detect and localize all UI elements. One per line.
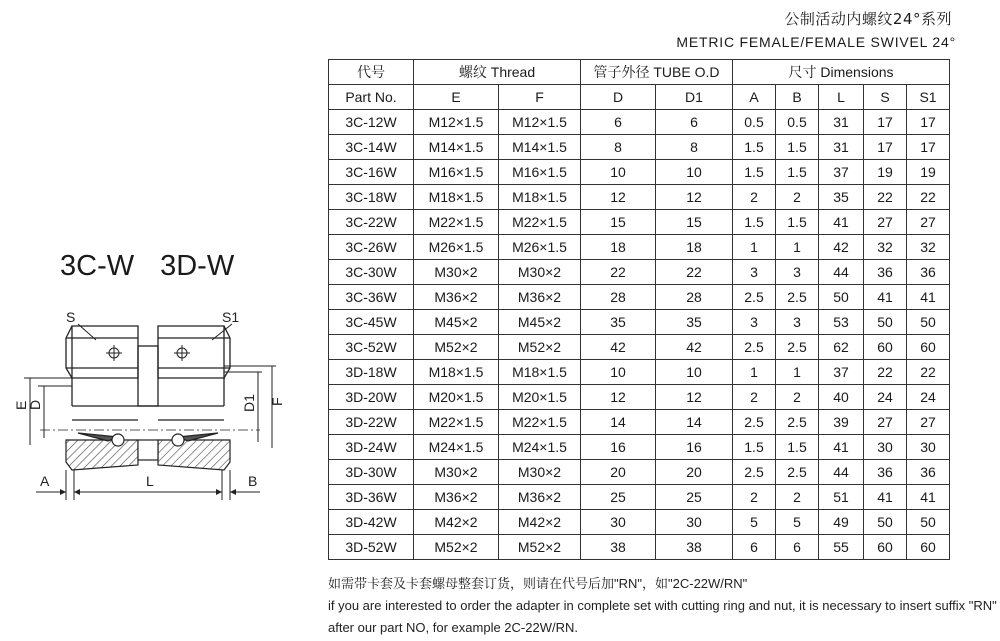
table-cell: M30×2 bbox=[414, 260, 499, 285]
table-row bbox=[329, 485, 950, 510]
table-cell: 62 bbox=[819, 335, 864, 360]
table-cell: 41 bbox=[864, 485, 907, 510]
table-cell: 42 bbox=[656, 335, 733, 360]
table-cell: 49 bbox=[819, 510, 864, 535]
table-cell: 30 bbox=[581, 510, 656, 535]
table-cell: 22 bbox=[864, 360, 907, 385]
table-cell: 32 bbox=[907, 235, 950, 260]
column-header: B bbox=[776, 85, 819, 110]
dim-label-d: D bbox=[27, 399, 43, 410]
table-cell: 28 bbox=[656, 285, 733, 310]
table-cell: 0.5 bbox=[776, 110, 819, 135]
fitting-drawing bbox=[0, 290, 300, 510]
table-cell: 17 bbox=[864, 135, 907, 160]
table-cell: 27 bbox=[907, 410, 950, 435]
table-row bbox=[329, 460, 950, 485]
left-nut-upper bbox=[72, 326, 138, 378]
table-cell: M36×2 bbox=[414, 485, 499, 510]
dim-label-s1: S1 bbox=[222, 309, 240, 325]
spec-table bbox=[328, 59, 950, 560]
table-row bbox=[329, 285, 950, 310]
table-cell: 1 bbox=[733, 360, 776, 385]
table-cell: 41 bbox=[907, 485, 950, 510]
table-cell: 55 bbox=[819, 535, 864, 560]
table-cell: 5 bbox=[733, 510, 776, 535]
table-cell: 6 bbox=[733, 535, 776, 560]
table-cell: M18×1.5 bbox=[499, 360, 581, 385]
header-row-1 bbox=[329, 60, 950, 85]
table-cell: 1.5 bbox=[776, 160, 819, 185]
table-cell: 22 bbox=[656, 260, 733, 285]
table-cell: 3D-22W bbox=[329, 410, 414, 435]
table-cell: 50 bbox=[819, 285, 864, 310]
table-cell: 22 bbox=[907, 185, 950, 210]
table-cell: 41 bbox=[819, 435, 864, 460]
table-cell: 2.5 bbox=[733, 460, 776, 485]
column-header: A bbox=[733, 85, 776, 110]
table-cell: 36 bbox=[864, 460, 907, 485]
column-header: S bbox=[864, 85, 907, 110]
series-label-3d-w: 3D-W bbox=[160, 250, 235, 282]
dim-label-e: E bbox=[13, 400, 29, 410]
dim-label-s: S bbox=[66, 309, 76, 325]
table-cell: M36×2 bbox=[414, 285, 499, 310]
table-cell: 17 bbox=[864, 110, 907, 135]
table-cell: 2 bbox=[733, 185, 776, 210]
note-en-2: after our part NO, for example 2C-22W/RN. bbox=[328, 620, 578, 635]
table-cell: 40 bbox=[819, 385, 864, 410]
table-cell: 38 bbox=[656, 535, 733, 560]
table-cell: 22 bbox=[907, 360, 950, 385]
header-tube: 管子外径 TUBE O.D bbox=[581, 60, 733, 85]
dim-label-b: B bbox=[248, 473, 258, 489]
column-header: D bbox=[581, 85, 656, 110]
column-header: E bbox=[414, 85, 499, 110]
table-cell: 3C-36W bbox=[329, 285, 414, 310]
table-cell: 1 bbox=[776, 360, 819, 385]
table-row bbox=[329, 160, 950, 185]
note-cn: 如需带卡套及卡套螺母整套订货，则请在代号后加"RN"，如"2C-22W/RN" bbox=[328, 576, 748, 591]
note-en-1: if you are interested to order the adapter in complete set with cutting ring and nut, it is necessary to insert suffix "RN" bbox=[328, 598, 997, 613]
column-header: S1 bbox=[907, 85, 950, 110]
table-cell: 8 bbox=[581, 135, 656, 160]
dim-label-a: A bbox=[40, 473, 50, 489]
table-cell: 3D-20W bbox=[329, 385, 414, 410]
table-row bbox=[329, 135, 950, 160]
table-cell: 3D-52W bbox=[329, 535, 414, 560]
table-cell: 3D-30W bbox=[329, 460, 414, 485]
table-cell: M16×1.5 bbox=[414, 160, 499, 185]
title-chinese: 公制活动内螺纹24°系列 bbox=[784, 10, 952, 28]
table-cell: 35 bbox=[656, 310, 733, 335]
table-cell: 3C-12W bbox=[329, 110, 414, 135]
table-cell: 3C-45W bbox=[329, 310, 414, 335]
table-cell: 2 bbox=[733, 485, 776, 510]
table-cell: 3C-16W bbox=[329, 160, 414, 185]
table-cell: 10 bbox=[581, 160, 656, 185]
table-cell: M24×1.5 bbox=[499, 435, 581, 460]
table-cell: 1.5 bbox=[733, 435, 776, 460]
table-cell: 3 bbox=[776, 310, 819, 335]
table-cell: 0.5 bbox=[733, 110, 776, 135]
dim-label-l: L bbox=[146, 473, 154, 489]
table-cell: 2 bbox=[776, 385, 819, 410]
table-cell: 44 bbox=[819, 260, 864, 285]
table-cell: 10 bbox=[656, 160, 733, 185]
table-cell: 16 bbox=[581, 435, 656, 460]
table-cell: M22×1.5 bbox=[414, 210, 499, 235]
table-cell: 41 bbox=[864, 285, 907, 310]
table-cell: M52×2 bbox=[499, 335, 581, 360]
table-cell: 37 bbox=[819, 360, 864, 385]
table-cell: 3 bbox=[776, 260, 819, 285]
table-cell: 19 bbox=[907, 160, 950, 185]
table-cell: 1 bbox=[733, 235, 776, 260]
table-row bbox=[329, 235, 950, 260]
table-cell: 12 bbox=[581, 385, 656, 410]
table-cell: 2.5 bbox=[733, 335, 776, 360]
table-cell: M20×1.5 bbox=[414, 385, 499, 410]
table-cell: 3D-24W bbox=[329, 435, 414, 460]
table-cell: M45×2 bbox=[414, 310, 499, 335]
table-cell: 2 bbox=[776, 185, 819, 210]
table-cell: 3D-18W bbox=[329, 360, 414, 385]
table-cell: 1 bbox=[776, 235, 819, 260]
table-cell: 18 bbox=[581, 235, 656, 260]
table-cell: 36 bbox=[907, 260, 950, 285]
table-cell: M18×1.5 bbox=[414, 185, 499, 210]
table-cell: 3C-30W bbox=[329, 260, 414, 285]
table-cell: 3 bbox=[733, 260, 776, 285]
table-cell: 14 bbox=[656, 410, 733, 435]
table-cell: 39 bbox=[819, 410, 864, 435]
table-cell: 50 bbox=[864, 510, 907, 535]
table-row bbox=[329, 335, 950, 360]
table-cell: 41 bbox=[819, 210, 864, 235]
table-cell: 5 bbox=[776, 510, 819, 535]
table-cell: 31 bbox=[819, 110, 864, 135]
table-row bbox=[329, 185, 950, 210]
table-cell: M20×1.5 bbox=[499, 385, 581, 410]
table-cell: 50 bbox=[907, 510, 950, 535]
table-cell: M26×1.5 bbox=[414, 235, 499, 260]
table-cell: 42 bbox=[819, 235, 864, 260]
table-cell: 8 bbox=[656, 135, 733, 160]
table-cell: 50 bbox=[907, 310, 950, 335]
table-cell: 60 bbox=[907, 535, 950, 560]
table-cell: 28 bbox=[581, 285, 656, 310]
table-cell: 15 bbox=[656, 210, 733, 235]
table-cell: 2.5 bbox=[776, 410, 819, 435]
table-cell: 60 bbox=[864, 535, 907, 560]
table-row bbox=[329, 435, 950, 460]
table-cell: 30 bbox=[907, 435, 950, 460]
table-cell: 24 bbox=[864, 385, 907, 410]
table-cell: 6 bbox=[581, 110, 656, 135]
column-header: L bbox=[819, 85, 864, 110]
table-cell: M22×1.5 bbox=[499, 410, 581, 435]
table-cell: M52×2 bbox=[414, 535, 499, 560]
table-cell: M18×1.5 bbox=[414, 360, 499, 385]
table-row bbox=[329, 260, 950, 285]
table-cell: 30 bbox=[864, 435, 907, 460]
table-cell: 3C-18W bbox=[329, 185, 414, 210]
table-cell: M22×1.5 bbox=[499, 210, 581, 235]
table-cell: 1.5 bbox=[733, 135, 776, 160]
table-cell: 41 bbox=[907, 285, 950, 310]
table-cell: 22 bbox=[581, 260, 656, 285]
right-nut-upper bbox=[158, 326, 224, 378]
table-cell: M14×1.5 bbox=[499, 135, 581, 160]
table-cell: M18×1.5 bbox=[499, 185, 581, 210]
table-cell: 3C-26W bbox=[329, 235, 414, 260]
table-cell: 1.5 bbox=[776, 210, 819, 235]
table-cell: M26×1.5 bbox=[499, 235, 581, 260]
table-cell: 1.5 bbox=[776, 135, 819, 160]
table-cell: 35 bbox=[819, 185, 864, 210]
series-labels bbox=[60, 250, 260, 283]
table-cell: M16×1.5 bbox=[499, 160, 581, 185]
table-cell: 20 bbox=[581, 460, 656, 485]
table-cell: M52×2 bbox=[414, 335, 499, 360]
table-cell: 12 bbox=[581, 185, 656, 210]
table-cell: 25 bbox=[656, 485, 733, 510]
table-cell: 2.5 bbox=[733, 410, 776, 435]
table-cell: 6 bbox=[656, 110, 733, 135]
table-cell: 27 bbox=[864, 410, 907, 435]
table-cell: 44 bbox=[819, 460, 864, 485]
table-cell: M52×2 bbox=[499, 535, 581, 560]
table-cell: 35 bbox=[581, 310, 656, 335]
table-cell: 51 bbox=[819, 485, 864, 510]
table-cell: M30×2 bbox=[499, 260, 581, 285]
table-cell: 1.5 bbox=[733, 210, 776, 235]
table-row bbox=[329, 410, 950, 435]
table-cell: M14×1.5 bbox=[414, 135, 499, 160]
table-cell: 27 bbox=[864, 210, 907, 235]
table-cell: 17 bbox=[907, 110, 950, 135]
table-cell: 27 bbox=[907, 210, 950, 235]
header-row-2 bbox=[329, 85, 950, 110]
table-cell: 2 bbox=[733, 385, 776, 410]
table-cell: M22×1.5 bbox=[414, 410, 499, 435]
table-cell: 3D-42W bbox=[329, 510, 414, 535]
table-cell: M36×2 bbox=[499, 485, 581, 510]
table-cell: M30×2 bbox=[499, 460, 581, 485]
table-cell: M36×2 bbox=[499, 285, 581, 310]
table-cell: 24 bbox=[907, 385, 950, 410]
table-cell: 15 bbox=[581, 210, 656, 235]
table-row bbox=[329, 310, 950, 335]
table-cell: M12×1.5 bbox=[499, 110, 581, 135]
table-cell: 60 bbox=[864, 335, 907, 360]
table-cell: 20 bbox=[656, 460, 733, 485]
order-notes bbox=[328, 573, 997, 639]
table-cell: 38 bbox=[581, 535, 656, 560]
table-cell: 10 bbox=[656, 360, 733, 385]
table-row bbox=[329, 510, 950, 535]
table-cell: 36 bbox=[907, 460, 950, 485]
table-row bbox=[329, 210, 950, 235]
table-cell: 1.5 bbox=[776, 435, 819, 460]
table-cell: 32 bbox=[864, 235, 907, 260]
table-cell: M42×2 bbox=[414, 510, 499, 535]
title-english: METRIC FEMALE/FEMALE SWIVEL 24° bbox=[676, 34, 956, 50]
table-cell: 3C-14W bbox=[329, 135, 414, 160]
table-cell: 42 bbox=[581, 335, 656, 360]
table-row bbox=[329, 385, 950, 410]
table-cell: 37 bbox=[819, 160, 864, 185]
table-cell: M45×2 bbox=[499, 310, 581, 335]
table-cell: 14 bbox=[581, 410, 656, 435]
table-cell: 6 bbox=[776, 535, 819, 560]
dim-label-d1: D1 bbox=[241, 394, 257, 412]
table-cell: 3D-36W bbox=[329, 485, 414, 510]
table-cell: 2.5 bbox=[776, 285, 819, 310]
table-cell: 60 bbox=[907, 335, 950, 360]
table-cell: M42×2 bbox=[499, 510, 581, 535]
table-cell: 12 bbox=[656, 385, 733, 410]
header-dimensions: 尺寸 Dimensions bbox=[733, 60, 950, 85]
series-label-3c-w: 3C-W bbox=[60, 250, 135, 282]
table-cell: 25 bbox=[581, 485, 656, 510]
table-cell: 22 bbox=[864, 185, 907, 210]
table-row bbox=[329, 110, 950, 135]
header-thread: 螺纹 Thread bbox=[414, 60, 581, 85]
table-cell: M24×1.5 bbox=[414, 435, 499, 460]
header-part-cn: 代号 bbox=[329, 60, 414, 85]
table-cell: 3C-52W bbox=[329, 335, 414, 360]
column-header: Part No. bbox=[329, 85, 414, 110]
table-cell: 16 bbox=[656, 435, 733, 460]
column-header: D1 bbox=[656, 85, 733, 110]
table-cell: M12×1.5 bbox=[414, 110, 499, 135]
table-cell: 2 bbox=[776, 485, 819, 510]
table-cell: 1.5 bbox=[733, 160, 776, 185]
table-cell: 2.5 bbox=[776, 335, 819, 360]
table-cell: 53 bbox=[819, 310, 864, 335]
table-cell: 18 bbox=[656, 235, 733, 260]
table-cell: 12 bbox=[656, 185, 733, 210]
table-row bbox=[329, 535, 950, 560]
table-cell: 36 bbox=[864, 260, 907, 285]
table-cell: 10 bbox=[581, 360, 656, 385]
table-cell: 50 bbox=[864, 310, 907, 335]
table-cell: 3 bbox=[733, 310, 776, 335]
table-cell: M30×2 bbox=[414, 460, 499, 485]
column-header: F bbox=[499, 85, 581, 110]
table-cell: 31 bbox=[819, 135, 864, 160]
table-cell: 2.5 bbox=[733, 285, 776, 310]
table-cell: 2.5 bbox=[776, 460, 819, 485]
table-cell: 3C-22W bbox=[329, 210, 414, 235]
table-cell: 17 bbox=[907, 135, 950, 160]
table-cell: 19 bbox=[864, 160, 907, 185]
table-row bbox=[329, 360, 950, 385]
dim-label-f: F bbox=[269, 397, 285, 406]
table-cell: 30 bbox=[656, 510, 733, 535]
